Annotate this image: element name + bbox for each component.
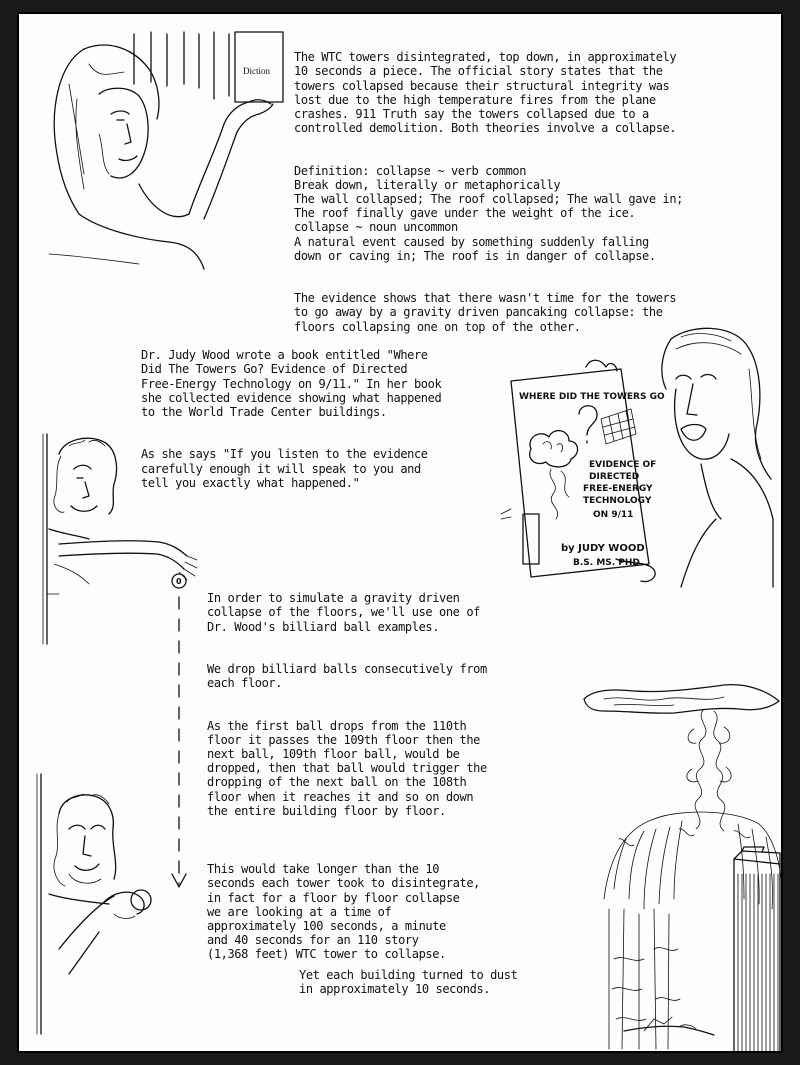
judy-wood-holding-ball-illustration [19, 774, 179, 1034]
book-description-paragraph: Dr. Judy Wood wrote a book entitled "Where Did The Towers Go? Evidence of Directed Free-Energy Technology on 9/11." In her book she collected evidence showing what happened to the World Trade Center buildings. [141, 348, 442, 420]
evidence-paragraph: The evidence shows that there wasn't time for the towers to go away by a gravity driven pancaking collapse: the floors collapsing one on top of the other. [294, 291, 677, 334]
ball-sequence-paragraph: As the first ball drops from the 110th floor it passes the 109th floor then the next ball, 109th floor ball, would be dropped, then that ball would trigger the dropping of the next ball on the 108th floor when it reaches it and so on down the entire building floor by floor. [207, 718, 487, 818]
definition-paragraph: Definition: collapse ~ verb common Break down, literally or metaphorically The wall collapsed; The roof collapsed; The wall gave in; The roof finally gave under the weight of the ice. collapse ~ noun uncommon A natural event caused by something suddenly falling down or caving in; The roof is in danger of collapse. [294, 163, 684, 263]
intro-paragraph: The WTC towers disintegrated, top down, in approximately 10 seconds a piece. The official story states that the towers collapsed because their structural integrity was lost due to the high temperature fires from the plane crashes. 911 Truth say the towers collapsed due to a controlled demolition. Both theories involve a collapse. [294, 50, 677, 136]
dictionary-spine-label: Diction [243, 66, 270, 76]
intro-text-block [294, 36, 754, 348]
book-subtitle-5: ON 9/11 [593, 510, 634, 520]
closing-text: Yet each building turned to dust in approximately 10 seconds. [299, 968, 518, 997]
time-estimate-paragraph: This would take longer than the 10 seconds each tower took to disintegrate, in fact for a floor by floor collapse we are looking at a time of approximately 100 seconds, a minute and 40 seconds for an 110 story (1,368 feet) WTC tower to collapse. [207, 862, 480, 962]
book-title: WHERE DID THE TOWERS GO [519, 392, 665, 402]
judy-wood-holding-book-illustration [501, 319, 783, 589]
book-credentials: B.S. MS. PHD [573, 558, 640, 568]
book-subtitle-3: FREE-ENERGY [583, 484, 653, 494]
book-subtitle-4: TECHNOLOGY [583, 496, 652, 506]
book-author: by JUDY WOOD [561, 543, 645, 554]
simulation-intro-paragraph: In order to simulate a gravity driven collapse of the floors, we'll use one of Dr. Wood's billiard ball examples. [207, 591, 480, 634]
book-subtitle-2: DIRECTED [589, 472, 640, 482]
simulation-text-block [207, 577, 587, 976]
quote-paragraph: As she says "If you listen to the evidence carefully enough it will speak to you and tell you exactly what happened." [141, 447, 428, 490]
comic-page [17, 12, 783, 1053]
tower-dust-cloud-illustration [584, 659, 783, 1053]
drop-balls-paragraph: We drop billiard balls consecutively from each floor. [207, 662, 487, 691]
billiard-ball-number: 0 [176, 577, 182, 586]
woman-reaching-dictionary-illustration [39, 24, 289, 272]
book-subtitle-1: EVIDENCE OF [589, 460, 657, 470]
